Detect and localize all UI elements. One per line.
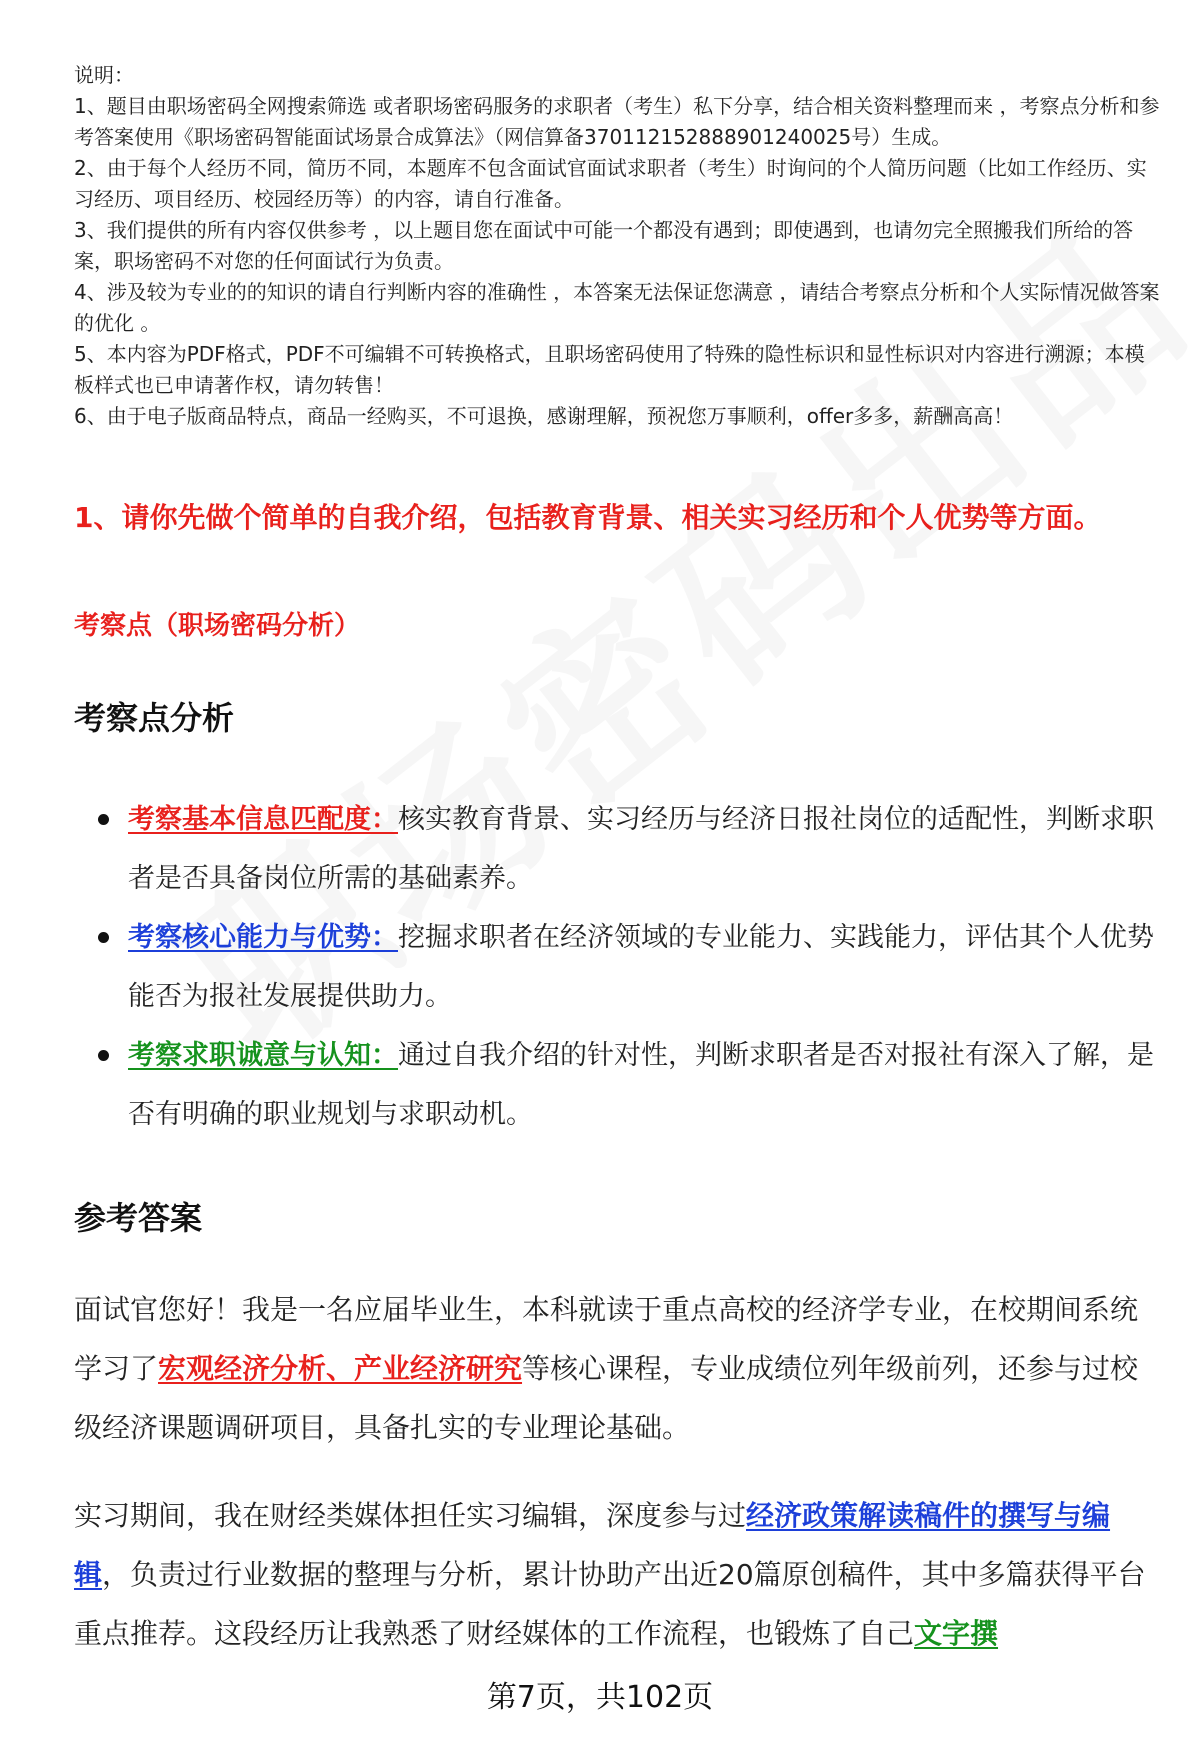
answer-text: 面试官您好！我是一名应届毕业生，本科就读于重点高校的经济学专业，在校期间系统学习了 <box>74 1293 1139 1385</box>
disclaimer-notes <box>74 60 1164 432</box>
question-subtitle: 考察点（职场密码分析） <box>74 611 361 641</box>
notes-item: 5、本内容为PDF格式，PDF不可编辑不可转换格式，且职场密码使用了特殊的隐性标识和显性标识对内容进行溯源；本模板样式也已申请著作权，请勿转售！ <box>74 342 1145 397</box>
answer-paragraph <box>74 1280 1154 1457</box>
answer-highlight: 宏观经济分析、产业经济研究 <box>158 1352 523 1385</box>
notes-item: 2、由于每个人经历不同，简历不同，本题库不包含面试官面试求职者（考生）时询问的个人简历问题（比如工作经历、实习经历、项目经历、校园经历等）的内容，请自行准备。 <box>74 156 1147 211</box>
bullet-dot-icon <box>98 932 109 943</box>
notes-heading: 说明： <box>74 63 134 87</box>
analysis-list <box>94 790 1154 1144</box>
notes-item: 6、由于电子版商品特点，商品一经购买，不可退换，感谢理解，预祝您万事顺利，offer多多，薪酬高高！ <box>74 404 1014 428</box>
answer-body <box>74 1280 1154 1692</box>
analysis-heading: 考察点分析 <box>74 699 235 737</box>
analysis-keyword: 考察求职诚意与认知： <box>128 1040 398 1071</box>
answer-paragraph <box>74 1486 1154 1663</box>
page-number: 第7页，共102页 <box>486 1680 714 1715</box>
bullet-dot-icon <box>98 814 109 825</box>
analysis-item <box>94 1026 1154 1144</box>
notes-item: 4、涉及较为专业的的知识的请自行判断内容的准确性 ，本答案无法保证您满意 ，请结合考察点分析和个人实际情况做答案的优化 。 <box>74 280 1160 335</box>
answer-text: ，负责过行业数据的整理与分析，累计协助产出近20篇原创稿件，其中多篇获得平台重点推荐。这段经历让我熟悉了财经媒体的工作流程，也锻炼了自己 <box>74 1558 1146 1650</box>
answer-text: 实习期间，我在财经类媒体担任实习编辑，深度参与过 <box>74 1499 747 1532</box>
analysis-keyword: 考察基本信息匹配度： <box>128 804 398 835</box>
answer-highlight: 文字撰 <box>914 1617 999 1650</box>
answer-text: 等核心课程，专业成绩位列年级前列，还参与过校级经济课题调研项目，具备扎实的专业理论基础。 <box>74 1352 1139 1444</box>
analysis-item <box>94 790 1154 908</box>
notes-item: 1、题目由职场密码全网搜索筛选 或者职场密码服务的求职者（考生）私下分享，结合相关资料整理而来 ，考察点分析和参考答案使用《职场密码智能面试场景合成算法》（网信算备370112152888901240025号）生成。 <box>74 94 1160 149</box>
bullet-dot-icon <box>98 1050 109 1061</box>
analysis-item <box>94 908 1154 1026</box>
analysis-text: 通过自我介绍的针对性，判断求职者是否对报社有深入了解，是否有明确的职业规划与求职动机。 <box>128 1040 1154 1130</box>
analysis-text: 核实教育背景、实习经历与经济日报社岗位的适配性，判断求职者是否具备岗位所需的基础素养。 <box>128 804 1154 894</box>
answer-heading: 参考答案 <box>74 1199 203 1237</box>
analysis-keyword: 考察核心能力与优势： <box>128 922 398 953</box>
analysis-text: 挖掘求职者在经济领域的专业能力、实践能力，评估其个人优势能否为报社发展提供助力。 <box>128 922 1154 1012</box>
answer-highlight: 经济政策解读稿件的撰写与编辑 <box>74 1499 1111 1591</box>
question-title: 1、请你先做个简单的自我介绍，包括教育背景、相关实习经历和个人优势等方面。 <box>74 501 1102 534</box>
notes-item: 3、我们提供的所有内容仅供参考 ，以上题目您在面试中可能一个都没有遇到；即使遇到，也请勿完全照搬我们所给的答案，职场密码不对您的任何面试行为负责。 <box>74 218 1134 273</box>
